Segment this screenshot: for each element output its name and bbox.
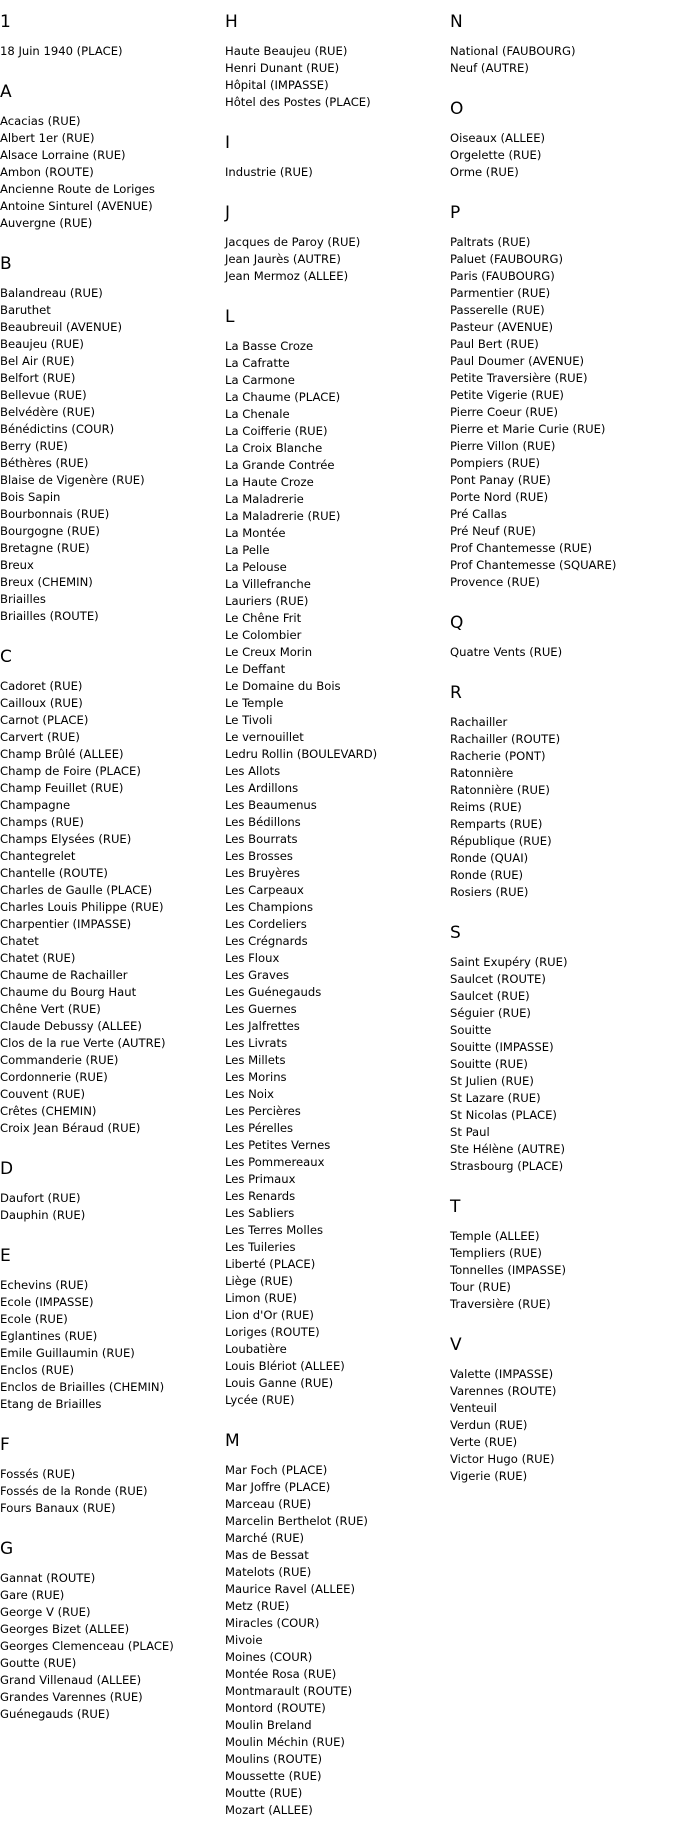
street-entry: Balandreau (RUE) bbox=[0, 286, 103, 300]
street-list bbox=[225, 1462, 445, 1819]
street-list bbox=[225, 164, 445, 181]
street-entry: Béthères (RUE) bbox=[0, 456, 89, 470]
street-entry: Chantegrelet bbox=[0, 849, 76, 863]
street-entry: Les Terres Molles bbox=[225, 1223, 324, 1237]
street-list bbox=[450, 714, 670, 901]
street-entry: Chatet bbox=[0, 934, 39, 948]
section-letter-heading: V bbox=[450, 1335, 462, 1355]
letter-section bbox=[225, 203, 445, 285]
street-entry: Provence (RUE) bbox=[450, 575, 540, 589]
street-entry: Beaujeu (RUE) bbox=[0, 337, 84, 351]
street-entry: Louis Ganne (RUE) bbox=[225, 1376, 334, 1390]
letter-section bbox=[450, 923, 670, 1175]
letter-section bbox=[225, 12, 445, 111]
street-entry: Temple (ALLEE) bbox=[450, 1229, 540, 1243]
letter-section bbox=[450, 203, 670, 591]
street-entry: Liberté (PLACE) bbox=[225, 1257, 316, 1271]
street-entry: Briailles (ROUTE) bbox=[0, 609, 99, 623]
street-entry: Industrie (RUE) bbox=[225, 165, 313, 179]
street-entry: Bois Sapin bbox=[0, 490, 61, 504]
street-entry: Les Champions bbox=[225, 900, 314, 914]
street-entry: Miracles (COUR) bbox=[225, 1616, 320, 1630]
letter-section bbox=[225, 307, 445, 1409]
street-entry: Les Primaux bbox=[225, 1172, 296, 1186]
street-entry: Chaume du Bourg Haut bbox=[0, 985, 137, 999]
section-letter-heading: L bbox=[225, 307, 235, 327]
street-entry: Jean Mermoz (ALLEE) bbox=[225, 269, 349, 283]
street-entry: Le Temple bbox=[225, 696, 284, 710]
street-entry: Templiers (RUE) bbox=[450, 1246, 542, 1260]
street-entry: Bel Air (RUE) bbox=[0, 354, 75, 368]
street-entry: Valette (IMPASSE) bbox=[450, 1367, 554, 1381]
street-entry: Auvergne (RUE) bbox=[0, 216, 93, 230]
street-entry: Racherie (PONT) bbox=[450, 749, 546, 763]
street-entry: Pompiers (RUE) bbox=[450, 456, 541, 470]
street-entry: Baruthet bbox=[0, 303, 51, 317]
street-entry: Les Noix bbox=[225, 1087, 274, 1101]
street-entry: Loubatière bbox=[225, 1342, 287, 1356]
street-entry: Dauphin (RUE) bbox=[0, 1208, 86, 1222]
letter-section bbox=[225, 1431, 445, 1819]
street-entry: Le vernouillet bbox=[225, 730, 304, 744]
street-entry: Les Renards bbox=[225, 1189, 296, 1203]
street-entry: Ambon (ROUTE) bbox=[0, 165, 94, 179]
street-entry: Orme (RUE) bbox=[450, 165, 519, 179]
street-entry: Chantelle (ROUTE) bbox=[0, 866, 108, 880]
street-entry: Saulcet (RUE) bbox=[450, 989, 530, 1003]
street-entry: Louis Blériot (ALLEE) bbox=[225, 1359, 345, 1373]
street-entry: Carnot (PLACE) bbox=[0, 713, 89, 727]
street-entry: Fours Banaux (RUE) bbox=[0, 1501, 116, 1515]
street-entry: Breux bbox=[0, 558, 34, 572]
street-entry: Verdun (RUE) bbox=[450, 1418, 528, 1432]
street-entry: Mas de Bessat bbox=[225, 1548, 309, 1562]
street-entry: Les Floux bbox=[225, 951, 280, 965]
street-entry: Beaubreuil (AVENUE) bbox=[0, 320, 122, 334]
street-entry: Tonnelles (IMPASSE) bbox=[450, 1263, 567, 1277]
street-entry: Grandes Varennes (RUE) bbox=[0, 1690, 143, 1704]
street-entry: Etang de Briailles bbox=[0, 1397, 102, 1411]
street-entry: Moutte (RUE) bbox=[225, 1786, 303, 1800]
street-entry: Le Chêne Frit bbox=[225, 611, 302, 625]
street-entry: Gannat (ROUTE) bbox=[0, 1571, 96, 1585]
street-entry: Prof Chantemesse (SQUARE) bbox=[450, 558, 617, 572]
street-index-column-2 bbox=[225, 12, 445, 1819]
street-entry: Varennes (ROUTE) bbox=[450, 1384, 557, 1398]
street-entry: Verte (RUE) bbox=[450, 1435, 518, 1449]
street-entry: Acacias (RUE) bbox=[0, 114, 81, 128]
street-entry: Pasteur (AVENUE) bbox=[450, 320, 554, 334]
street-entry: Les Allots bbox=[225, 764, 281, 778]
street-entry: La Villefranche bbox=[225, 577, 311, 591]
street-entry: Saulcet (ROUTE) bbox=[450, 972, 546, 986]
street-entry: Emile Guillaumin (RUE) bbox=[0, 1346, 135, 1360]
street-entry: Victor Hugo (RUE) bbox=[450, 1452, 555, 1466]
street-entry: Pierre Coeur (RUE) bbox=[450, 405, 559, 419]
street-entry: Cordonnerie (RUE) bbox=[0, 1070, 108, 1084]
section-letter-heading: D bbox=[0, 1159, 14, 1179]
street-entry: Liège (RUE) bbox=[225, 1274, 293, 1288]
section-letter-heading: R bbox=[450, 683, 462, 703]
street-entry: Petite Vigerie (RUE) bbox=[450, 388, 564, 402]
street-entry: Ecole (RUE) bbox=[0, 1312, 68, 1326]
street-entry: Cailloux (RUE) bbox=[0, 696, 83, 710]
street-entry: Crêtes (CHEMIN) bbox=[0, 1104, 97, 1118]
street-entry: Les Percières bbox=[225, 1104, 301, 1118]
street-entry: Mozart (ALLEE) bbox=[225, 1803, 313, 1817]
street-entry: St Julien (RUE) bbox=[450, 1074, 534, 1088]
street-entry: Rachailler bbox=[450, 715, 508, 729]
street-entry: Cadoret (RUE) bbox=[0, 679, 83, 693]
street-entry: Souitte (RUE) bbox=[450, 1057, 528, 1071]
street-entry: Enclos de Briailles (CHEMIN) bbox=[0, 1380, 165, 1394]
letter-section bbox=[0, 647, 220, 1137]
street-list bbox=[0, 113, 220, 232]
street-entry: Ratonnière (RUE) bbox=[450, 783, 550, 797]
street-entry: Les Ardillons bbox=[225, 781, 299, 795]
street-entry: La Croix Blanche bbox=[225, 441, 323, 455]
street-list bbox=[225, 234, 445, 285]
street-entry: Montée Rosa (RUE) bbox=[225, 1667, 337, 1681]
street-entry: La Grande Contrée bbox=[225, 458, 335, 472]
street-entry: 18 Juin 1940 (PLACE) bbox=[0, 44, 123, 58]
section-letter-heading: J bbox=[225, 203, 231, 223]
street-entry: Strasbourg (PLACE) bbox=[450, 1159, 564, 1173]
letter-section bbox=[0, 82, 220, 232]
street-entry: La Pelouse bbox=[225, 560, 287, 574]
street-entry: Moussette (RUE) bbox=[225, 1769, 322, 1783]
street-entry: Ronde (RUE) bbox=[450, 868, 524, 882]
street-list bbox=[0, 285, 220, 625]
street-index-column-1 bbox=[0, 12, 220, 1723]
street-entry: Albert 1er (RUE) bbox=[0, 131, 95, 145]
street-entry: Souitte bbox=[450, 1023, 492, 1037]
letter-section bbox=[0, 1246, 220, 1413]
street-entry: Enclos (RUE) bbox=[0, 1363, 75, 1377]
street-entry: Georges Clemenceau (PLACE) bbox=[0, 1639, 174, 1653]
letter-section bbox=[450, 1335, 670, 1485]
street-entry: Champ de Foire (PLACE) bbox=[0, 764, 141, 778]
street-entry: Clos de la rue Verte (AUTRE) bbox=[0, 1036, 166, 1050]
street-entry: Pont Panay (RUE) bbox=[450, 473, 551, 487]
street-entry: Jacques de Paroy (RUE) bbox=[225, 235, 361, 249]
street-entry: Alsace Lorraine (RUE) bbox=[0, 148, 126, 162]
street-entry: Les Bruyères bbox=[225, 866, 300, 880]
letter-section bbox=[450, 683, 670, 901]
street-entry: Vigerie (RUE) bbox=[450, 1469, 528, 1483]
section-letter-heading: B bbox=[0, 254, 12, 274]
street-entry: Ancienne Route de Loriges bbox=[0, 182, 155, 196]
street-entry: Belvédère (RUE) bbox=[0, 405, 96, 419]
street-entry: Bellevue (RUE) bbox=[0, 388, 87, 402]
street-list bbox=[450, 954, 670, 1175]
street-list bbox=[0, 1466, 220, 1517]
letter-section bbox=[0, 1539, 220, 1723]
street-list bbox=[225, 43, 445, 111]
street-entry: Champ Feuillet (RUE) bbox=[0, 781, 124, 795]
street-entry: Remparts (RUE) bbox=[450, 817, 543, 831]
street-entry: La Carmone bbox=[225, 373, 295, 387]
street-entry: Les Guénegauds bbox=[225, 985, 322, 999]
street-entry: Reims (RUE) bbox=[450, 800, 522, 814]
street-entry: Champagne bbox=[0, 798, 71, 812]
street-entry: La Coifferie (RUE) bbox=[225, 424, 328, 438]
street-entry: Fossés (RUE) bbox=[0, 1467, 76, 1481]
letter-section bbox=[450, 1197, 670, 1313]
street-entry: La Montée bbox=[225, 526, 286, 540]
street-entry: Quatre Vents (RUE) bbox=[450, 645, 563, 659]
street-entry: George V (RUE) bbox=[0, 1605, 91, 1619]
street-entry: Paris (FAUBOURG) bbox=[450, 269, 555, 283]
street-entry: Le Creux Morin bbox=[225, 645, 313, 659]
street-entry: Charles Louis Philippe (RUE) bbox=[0, 900, 164, 914]
street-entry: La Haute Croze bbox=[225, 475, 314, 489]
street-entry: Breux (CHEMIN) bbox=[0, 575, 93, 589]
street-entry: Ratonnière bbox=[450, 766, 514, 780]
street-entry: Petite Traversière (RUE) bbox=[450, 371, 588, 385]
street-list bbox=[0, 678, 220, 1137]
street-entry: Tour (RUE) bbox=[450, 1280, 511, 1294]
street-entry: Venteuil bbox=[450, 1401, 497, 1415]
street-entry: Montmarault (ROUTE) bbox=[225, 1684, 353, 1698]
street-entry: Mar Joffre (PLACE) bbox=[225, 1480, 331, 1494]
section-letter-heading: M bbox=[225, 1431, 240, 1451]
street-entry: Les Petites Vernes bbox=[225, 1138, 331, 1152]
section-letter-heading: S bbox=[450, 923, 461, 943]
street-entry: Berry (RUE) bbox=[0, 439, 68, 453]
street-entry: La Maladrerie (RUE) bbox=[225, 509, 341, 523]
letter-section bbox=[0, 1435, 220, 1517]
section-letter-heading: E bbox=[0, 1246, 11, 1266]
street-entry: Les Tuileries bbox=[225, 1240, 296, 1254]
street-entry: Les Cordeliers bbox=[225, 917, 307, 931]
street-entry: Saint Exupéry (RUE) bbox=[450, 955, 568, 969]
street-entry: Prof Chantemesse (RUE) bbox=[450, 541, 592, 555]
letter-section bbox=[0, 12, 220, 60]
section-letter-heading: I bbox=[225, 133, 231, 153]
street-entry: République (RUE) bbox=[450, 834, 552, 848]
street-entry: Lauriers (RUE) bbox=[225, 594, 309, 608]
street-entry: Blaise de Vigenère (RUE) bbox=[0, 473, 145, 487]
street-entry: Charles de Gaulle (PLACE) bbox=[0, 883, 153, 897]
street-entry: Marcelin Berthelot (RUE) bbox=[225, 1514, 368, 1528]
street-entry: Eglantines (RUE) bbox=[0, 1329, 98, 1343]
street-entry: Le Domaine du Bois bbox=[225, 679, 341, 693]
street-entry: Les Bédillons bbox=[225, 815, 301, 829]
street-entry: Les Crégnards bbox=[225, 934, 308, 948]
street-list bbox=[225, 338, 445, 1409]
street-entry: Henri Dunant (RUE) bbox=[225, 61, 340, 75]
street-entry: Briailles bbox=[0, 592, 46, 606]
street-entry: Souitte (IMPASSE) bbox=[450, 1040, 554, 1054]
street-entry: Croix Jean Béraud (RUE) bbox=[0, 1121, 141, 1135]
street-entry: Bretagne (RUE) bbox=[0, 541, 90, 555]
street-entry: Echevins (RUE) bbox=[0, 1278, 89, 1292]
street-list bbox=[450, 644, 670, 661]
street-entry: Ronde (QUAI) bbox=[450, 851, 529, 865]
street-entry: La Basse Croze bbox=[225, 339, 314, 353]
street-entry: Grand Villenaud (ALLEE) bbox=[0, 1673, 142, 1687]
street-entry: Rosiers (RUE) bbox=[450, 885, 529, 899]
street-entry: Ste Hélène (AUTRE) bbox=[450, 1142, 566, 1156]
street-list bbox=[0, 1570, 220, 1723]
street-entry: Champ Brûlé (ALLEE) bbox=[0, 747, 124, 761]
letter-section bbox=[0, 1159, 220, 1224]
street-entry: Les Pérelles bbox=[225, 1121, 294, 1135]
street-entry: Mivoie bbox=[225, 1633, 263, 1647]
street-entry: St Nicolas (PLACE) bbox=[450, 1108, 557, 1122]
street-entry: Haute Beaujeu (RUE) bbox=[225, 44, 348, 58]
street-entry: St Paul bbox=[450, 1125, 490, 1139]
letter-section bbox=[0, 254, 220, 625]
street-entry: Les Sabliers bbox=[225, 1206, 295, 1220]
street-list bbox=[450, 1366, 670, 1485]
section-letter-heading: F bbox=[0, 1435, 10, 1455]
street-entry: La Maladrerie bbox=[225, 492, 304, 506]
street-entry: Les Pommereaux bbox=[225, 1155, 325, 1169]
street-entry: Bénédictins (COUR) bbox=[0, 422, 115, 436]
street-entry: Les Guernes bbox=[225, 1002, 297, 1016]
street-entry: Fossés de la Ronde (RUE) bbox=[0, 1484, 148, 1498]
street-list bbox=[0, 43, 220, 60]
street-list bbox=[450, 234, 670, 591]
street-entry: Pierre Villon (RUE) bbox=[450, 439, 556, 453]
street-entry: Pré Neuf (RUE) bbox=[450, 524, 536, 538]
street-entry: Jean Jaurès (AUTRE) bbox=[225, 252, 341, 266]
street-entry: Rachailler (ROUTE) bbox=[450, 732, 561, 746]
section-letter-heading: H bbox=[225, 12, 238, 32]
street-entry: Metz (RUE) bbox=[225, 1599, 290, 1613]
section-letter-heading: O bbox=[450, 99, 464, 119]
street-entry: Les Beaumenus bbox=[225, 798, 317, 812]
street-entry: Limon (RUE) bbox=[225, 1291, 298, 1305]
street-entry: Bourbonnais (RUE) bbox=[0, 507, 110, 521]
street-entry: Chêne Vert (RUE) bbox=[0, 1002, 101, 1016]
section-letter-heading: Q bbox=[450, 613, 464, 633]
street-entry: Paul Bert (RUE) bbox=[450, 337, 539, 351]
street-entry: Carvert (RUE) bbox=[0, 730, 80, 744]
section-letter-heading: G bbox=[0, 1539, 14, 1559]
street-entry: Chaume de Rachailler bbox=[0, 968, 128, 982]
street-entry: Neuf (AUTRE) bbox=[450, 61, 529, 75]
street-entry: Commanderie (RUE) bbox=[0, 1053, 119, 1067]
street-entry: Georges Bizet (ALLEE) bbox=[0, 1622, 130, 1636]
street-entry: Couvent (RUE) bbox=[0, 1087, 86, 1101]
street-entry: Moulins (ROUTE) bbox=[225, 1752, 323, 1766]
street-entry: Traversière (RUE) bbox=[450, 1297, 551, 1311]
street-entry: Champs Elysées (RUE) bbox=[0, 832, 132, 846]
street-entry: Le Tivoli bbox=[225, 713, 273, 727]
street-entry: Marceau (RUE) bbox=[225, 1497, 312, 1511]
street-entry: Claude Debussy (ALLEE) bbox=[0, 1019, 142, 1033]
street-entry: Paul Doumer (AVENUE) bbox=[450, 354, 585, 368]
street-entry: Daufort (RUE) bbox=[0, 1191, 81, 1205]
street-entry: Belfort (RUE) bbox=[0, 371, 76, 385]
street-entry: Paltrats (RUE) bbox=[450, 235, 531, 249]
street-entry: Matelots (RUE) bbox=[225, 1565, 312, 1579]
section-letter-heading: N bbox=[450, 12, 463, 32]
section-letter-heading: T bbox=[450, 1197, 461, 1217]
street-entry: Gare (RUE) bbox=[0, 1588, 65, 1602]
street-entry: Charpentier (IMPASSE) bbox=[0, 917, 132, 931]
street-entry: La Chaume (PLACE) bbox=[225, 390, 341, 404]
street-entry: Le Deffant bbox=[225, 662, 286, 676]
street-entry: Loriges (ROUTE) bbox=[225, 1325, 320, 1339]
street-entry: Lion d'Or (RUE) bbox=[225, 1308, 314, 1322]
street-entry: Parmentier (RUE) bbox=[450, 286, 551, 300]
street-list bbox=[0, 1277, 220, 1413]
street-entry: Les Millets bbox=[225, 1053, 286, 1067]
street-entry: Ecole (IMPASSE) bbox=[0, 1295, 94, 1309]
street-entry: Les Graves bbox=[225, 968, 290, 982]
street-entry: Goutte (RUE) bbox=[0, 1656, 77, 1670]
street-entry: Paluet (FAUBOURG) bbox=[450, 252, 563, 266]
street-entry: Lycée (RUE) bbox=[225, 1393, 295, 1407]
street-entry: Les Brosses bbox=[225, 849, 293, 863]
street-entry: Les Livrats bbox=[225, 1036, 288, 1050]
street-entry: Moines (COUR) bbox=[225, 1650, 313, 1664]
street-entry: La Cafratte bbox=[225, 356, 290, 370]
street-entry: Les Jalfrettes bbox=[225, 1019, 300, 1033]
street-entry: Chatet (RUE) bbox=[0, 951, 76, 965]
section-letter-heading: A bbox=[0, 82, 12, 102]
street-entry: Les Carpeaux bbox=[225, 883, 304, 897]
street-entry: Passerelle (RUE) bbox=[450, 303, 545, 317]
street-entry: Les Bourrats bbox=[225, 832, 298, 846]
street-entry: Séguier (RUE) bbox=[450, 1006, 531, 1020]
street-entry: Antoine Sinturel (AVENUE) bbox=[0, 199, 153, 213]
street-entry: Champs (RUE) bbox=[0, 815, 84, 829]
street-entry: Maurice Ravel (ALLEE) bbox=[225, 1582, 355, 1596]
street-entry: Marché (RUE) bbox=[225, 1531, 305, 1545]
street-entry: Bourgogne (RUE) bbox=[0, 524, 100, 538]
section-letter-heading: C bbox=[0, 647, 12, 667]
street-entry: Mar Foch (PLACE) bbox=[225, 1463, 328, 1477]
street-entry: Orgelette (RUE) bbox=[450, 148, 542, 162]
letter-section bbox=[450, 12, 670, 77]
letter-section bbox=[225, 133, 445, 181]
street-list bbox=[450, 130, 670, 181]
street-entry: Les Morins bbox=[225, 1070, 287, 1084]
street-entry: Hôpital (IMPASSE) bbox=[225, 78, 329, 92]
section-letter-heading: 1 bbox=[0, 12, 11, 32]
street-entry: La Chenale bbox=[225, 407, 290, 421]
street-entry: Ledru Rollin (BOULEVARD) bbox=[225, 747, 378, 761]
street-entry: Moulin Méchin (RUE) bbox=[225, 1735, 345, 1749]
letter-section bbox=[450, 99, 670, 181]
street-entry: Porte Nord (RUE) bbox=[450, 490, 549, 504]
street-entry: St Lazare (RUE) bbox=[450, 1091, 541, 1105]
street-entry: Pierre et Marie Curie (RUE) bbox=[450, 422, 606, 436]
street-list bbox=[450, 43, 670, 77]
street-entry: Montord (ROUTE) bbox=[225, 1701, 326, 1715]
street-entry: La Pelle bbox=[225, 543, 270, 557]
street-entry: Guénegauds (RUE) bbox=[0, 1707, 110, 1721]
street-entry: National (FAUBOURG) bbox=[450, 44, 576, 58]
street-entry: Hôtel des Postes (PLACE) bbox=[225, 95, 371, 109]
street-entry: Oiseaux (ALLEE) bbox=[450, 131, 546, 145]
street-index-column-3 bbox=[450, 12, 670, 1485]
street-list bbox=[450, 1228, 670, 1313]
street-list bbox=[0, 1190, 220, 1224]
letter-section bbox=[450, 613, 670, 661]
street-entry: Pré Callas bbox=[450, 507, 507, 521]
street-entry: Moulin Breland bbox=[225, 1718, 312, 1732]
section-letter-heading: P bbox=[450, 203, 461, 223]
street-entry: Le Colombier bbox=[225, 628, 302, 642]
